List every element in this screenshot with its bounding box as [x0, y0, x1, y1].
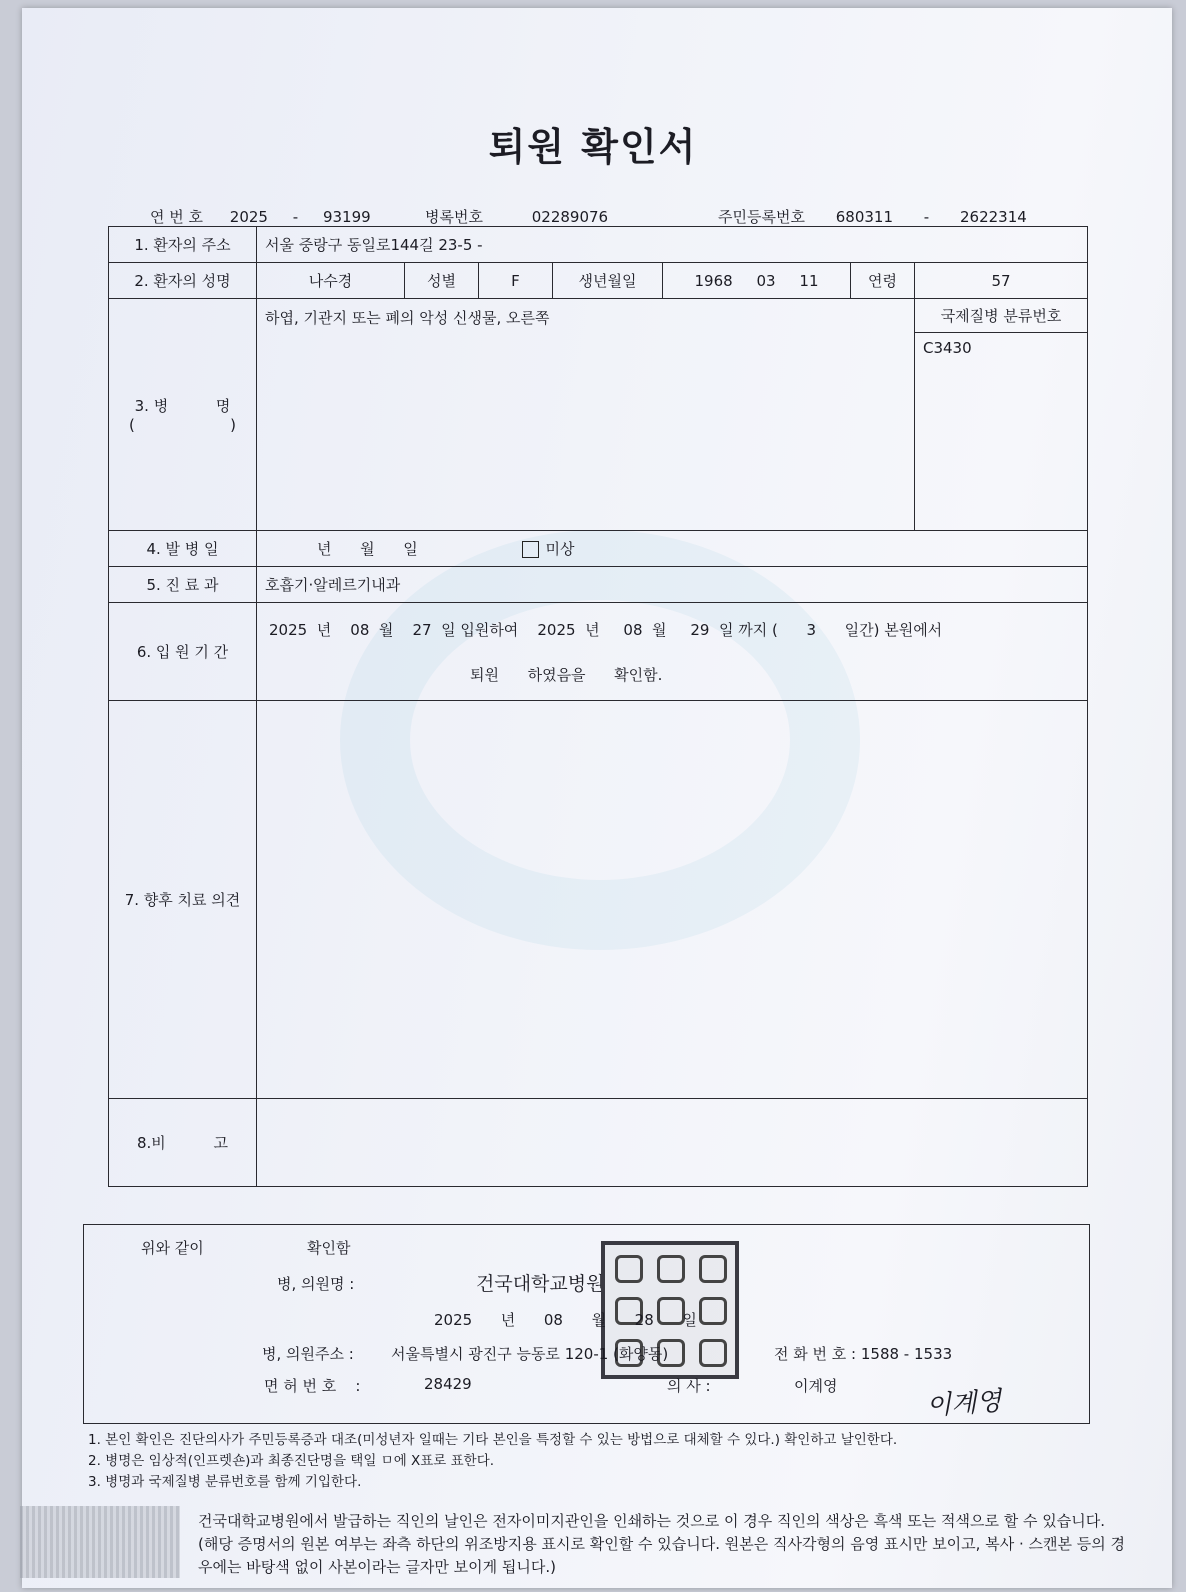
- discharge-info-table: [108, 226, 1088, 1187]
- name-row: [109, 263, 1088, 299]
- anti-forgery-mark: [20, 1506, 180, 1578]
- address-value: 서울 중랑구 동일로144길 23-5 -: [257, 227, 1088, 263]
- hospital-address-label: 병, 의원주소 :: [262, 1345, 354, 1363]
- period-line1: 2025 년 08 월 27 일 입원하여 2025 년 08 월 29 일 까지 ( 3 일간) 본원에서: [269, 620, 943, 639]
- remarks-value: [257, 1099, 1088, 1187]
- license-label: 면 허 번 호 :: [264, 1377, 361, 1395]
- serial-number-line: [150, 206, 371, 227]
- address-row: [109, 227, 1088, 263]
- onset-cell: [257, 531, 1088, 567]
- disease-label-cell: [109, 299, 257, 531]
- rrn-label: 주민등록번호: [718, 208, 805, 226]
- address-label: 1. 환자의 주소: [109, 227, 257, 263]
- hospital-name: 건국대학교병원: [476, 1273, 605, 1295]
- serial-dash: -: [292, 208, 299, 226]
- record-no: 02289076: [531, 208, 609, 226]
- dept-label: 5. 진 료 과: [109, 567, 257, 603]
- age-value: 57: [915, 263, 1088, 299]
- disease-label: 3. 병 명: [134, 397, 231, 415]
- sex-value: F: [479, 263, 553, 299]
- opinion-label: 7. 향후 치료 의견: [109, 701, 257, 1099]
- rrn-back: 2622314: [959, 208, 1027, 226]
- doctor-signature: 이계영: [925, 1386, 1003, 1422]
- icd-value: C3430: [915, 333, 1088, 531]
- onset-row: [109, 531, 1088, 567]
- dob-value: 1968 03 11: [663, 263, 851, 299]
- serial-label: 연 번 호: [150, 208, 204, 226]
- dept-row: [109, 567, 1088, 603]
- onset-value: 년 월 일: [317, 540, 418, 558]
- hospital-address-value: 서울특별시 광진구 능동로 120-1 (화양동): [391, 1345, 669, 1363]
- record-label: 병록번호: [425, 208, 483, 226]
- confirm-confirmed: 확인함: [307, 1239, 351, 1257]
- onset-unknown-label: 미상: [545, 540, 575, 558]
- opinion-value: [257, 701, 1088, 1099]
- notes-section: [88, 1430, 897, 1493]
- rrn-front: 680311: [835, 208, 893, 226]
- doctor-name: 이계영: [794, 1377, 838, 1395]
- doctor-label: 의 사 :: [667, 1377, 711, 1395]
- issue-date: 2025 년 08 월 28 일: [434, 1311, 697, 1329]
- note-3: 3. 병명과 국제질병 분류번호를 함께 기입한다.: [88, 1474, 362, 1490]
- opinion-row: [109, 701, 1088, 1099]
- note-2: 2. 병명은 임상적(인프렛숀)과 최종진단명을 택일 ㅁ에 X표로 표한다.: [88, 1453, 495, 1469]
- license-no: 28429: [424, 1375, 472, 1393]
- hospital-label: 병, 의원명 :: [277, 1275, 355, 1293]
- issuance-notice: 건국대학교병원에서 발급하는 직인의 날인은 전자이미지관인을 인쇄하는 것으로 이 경우 직인의 색상은 흑색 또는 적색으로 할 수 있습니다. (해당 증명서의 원본 여부는 좌측 하단의 위조방지용 표시로 확인할 수 있습니다. 원본은 직사각형의 음영 표시만 보이고, 복사 · 스캔본 등의 경우에는 바탕색 없이 사본이라는 글자만 보이게 됩니다.): [198, 1512, 1125, 1576]
- period-cell: [257, 603, 1088, 701]
- remarks-label: 8.비 고: [109, 1099, 257, 1187]
- age-label: 연령: [851, 263, 915, 299]
- onset-label: 4. 발 병 일: [109, 531, 257, 567]
- disease-value: 하엽, 기관지 또는 폐의 악성 신생물, 오른쪽: [257, 299, 915, 531]
- disease-paren: ( ): [128, 416, 237, 434]
- confirmation-box: [83, 1224, 1090, 1424]
- name-label: 2. 환자의 성명: [109, 263, 257, 299]
- document-title: 퇴원 확인서: [488, 125, 698, 169]
- name-value: 나수경: [257, 263, 405, 299]
- serial-no: 93199: [322, 208, 371, 226]
- dept-value: 호흡기·알레르기내과: [257, 567, 1088, 603]
- serial-year: 2025: [229, 208, 268, 226]
- rrn-line: [718, 206, 1027, 227]
- period-label: 6. 입 원 기 간: [109, 603, 257, 701]
- period-line2: 퇴원 하였음을 확인함.: [470, 665, 663, 684]
- record-number-line: [425, 206, 608, 227]
- remarks-row: [109, 1099, 1088, 1187]
- disease-row: [109, 299, 1088, 333]
- onset-unknown-checkbox[interactable]: [522, 541, 539, 558]
- note-1: 1. 본인 확인은 진단의사가 주민등록증과 대조(미성년자 일때는 기타 본인을 특정할 수 있는 방법으로 대체할 수 있다.) 확인하고 날인한다.: [88, 1432, 898, 1448]
- confirm-above: 위와 같이: [141, 1239, 204, 1257]
- icd-label: 국제질병 분류번호: [915, 299, 1088, 333]
- dob-label: 생년월일: [553, 263, 663, 299]
- rrn-dash: -: [923, 208, 930, 226]
- sex-label: 성별: [405, 263, 479, 299]
- phone-label: 전 화 번 호 : 1588 - 1533: [774, 1345, 953, 1363]
- period-row: [109, 603, 1088, 701]
